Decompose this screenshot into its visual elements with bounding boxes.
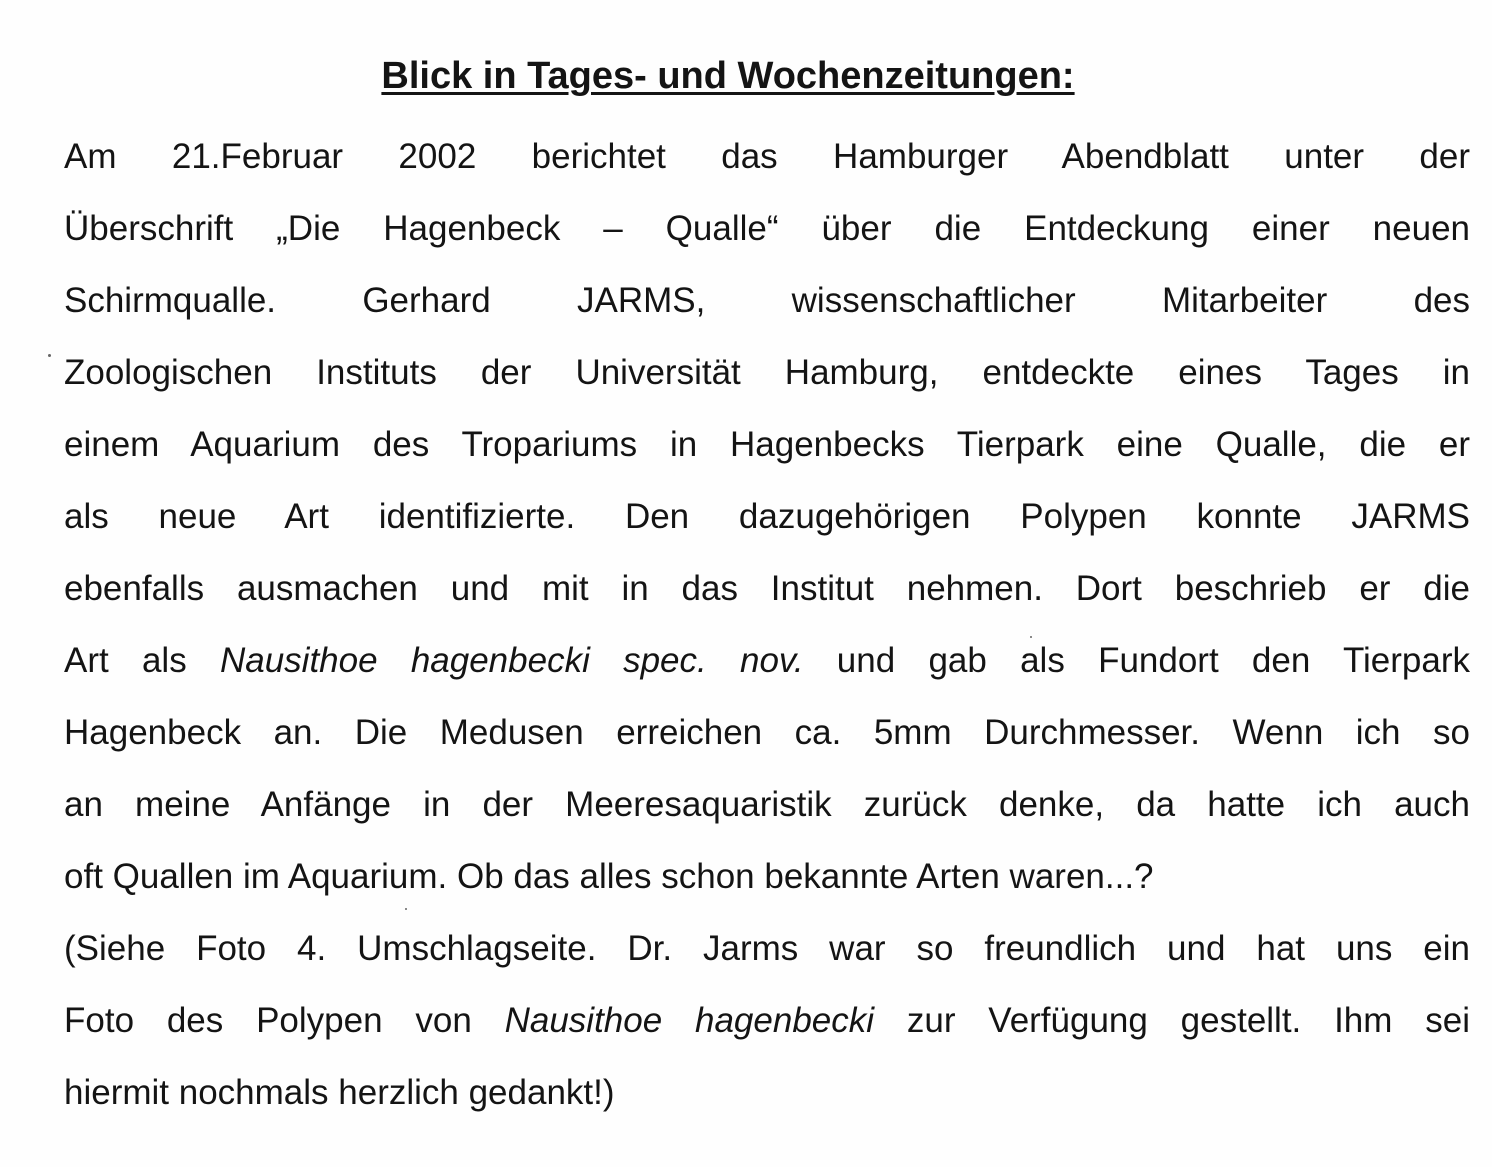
text-line (64, 275, 1470, 327)
species-name: Nausithoe hagenbecki (504, 1001, 875, 1040)
text-segment: Schirmqualle. Gerhard JARMS, wissenschaftlicher Mitarbeiter des (64, 281, 1470, 320)
text-line (64, 635, 1470, 687)
text-line (64, 779, 1470, 831)
text-segment: und gab als Fundort den Tierpark (803, 641, 1471, 680)
text-line (64, 347, 1470, 399)
text-segment: Art als (64, 641, 220, 680)
text-segment: hiermit nochmals herzlich gedankt!) (64, 1073, 615, 1112)
text-segment: zur Verfügung gestellt. Ihm sei (874, 1001, 1470, 1040)
scan-speck (405, 908, 407, 910)
text-segment: Hagenbeck an. Die Medusen erreichen ca. 5mm Durchmesser. Wenn ich so (64, 713, 1470, 752)
text-segment: Foto des Polypen von (64, 1001, 505, 1040)
text-line (64, 491, 1470, 543)
text-segment: (Siehe Foto 4. Umschlagseite. Dr. Jarms war so freundlich und hat uns ein (64, 929, 1470, 968)
text-segment: Am 21.Februar 2002 berichtet das Hamburger Abendblatt unter der (64, 137, 1470, 176)
text-line (64, 563, 1470, 615)
text-line (64, 131, 1470, 183)
text-segment: als neue Art identifizierte. Den dazugehörigen Polypen konnte JARMS (64, 497, 1470, 536)
text-segment: oft Quallen im Aquarium. Ob das alles schon bekannte Arten waren...? (64, 857, 1154, 896)
scan-speck (48, 354, 51, 357)
text-line (64, 707, 1470, 759)
text-line (64, 995, 1470, 1047)
text-segment: Überschrift „Die Hagenbeck – Qualle“ über die Entdeckung einer neuen (64, 209, 1470, 248)
text-line (64, 203, 1470, 255)
text-line (64, 1067, 1470, 1119)
text-line (64, 419, 1470, 471)
scan-speck (1030, 636, 1032, 638)
text-segment: ebenfalls ausmachen und mit in das Institut nehmen. Dort beschrieb er die (64, 569, 1470, 608)
text-segment: Zoologischen Instituts der Universität Hamburg, entdeckte eines Tages in (64, 353, 1470, 392)
species-name: Nausithoe hagenbecki spec. nov. (219, 641, 804, 680)
text-line (64, 923, 1470, 975)
page-title: Blick in Tages- und Wochenzeitungen: (381, 55, 1075, 97)
text-segment: an meine Anfänge in der Meeresaquaristik zurück denke, da hatte ich auch (64, 785, 1470, 824)
text-line (64, 851, 1470, 903)
text-segment: einem Aquarium des Tropariums in Hagenbecks Tierpark eine Qualle, die er (64, 425, 1470, 464)
